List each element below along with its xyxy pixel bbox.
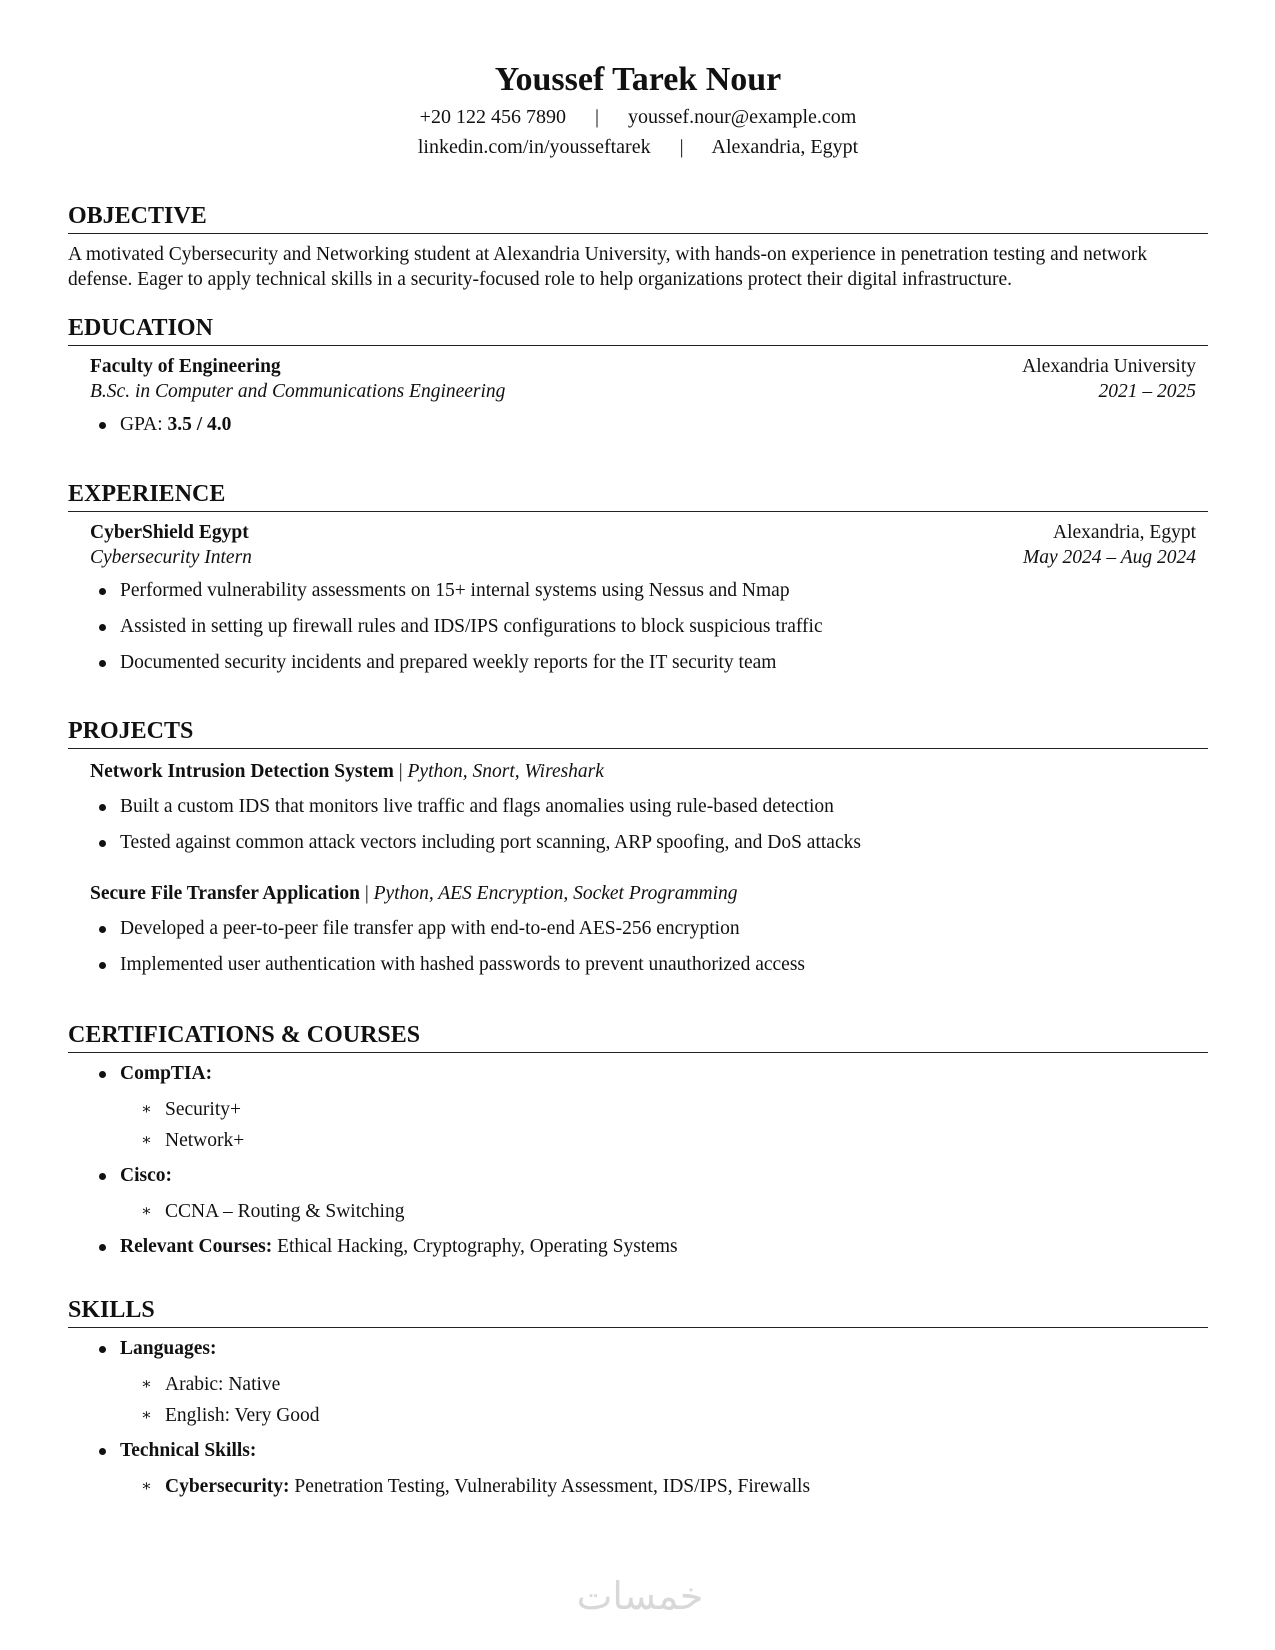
job-role: Cybersecurity Intern <box>90 547 252 568</box>
list-item: Performed vulnerability assessments on 15+ internal systems using Nessus and Nmap <box>68 578 1208 603</box>
certifications-list <box>68 1061 1208 1086</box>
section-title: PROJECTS <box>68 716 1208 749</box>
gpa-value: 3.5 / 4.0 <box>167 414 232 435</box>
linkedin-link[interactable]: linkedin.com/in/yousseftarek <box>417 136 651 158</box>
company-location: Alexandria, Egypt <box>1053 522 1196 543</box>
resume-header <box>68 0 1208 162</box>
skills-list <box>68 1336 1208 1361</box>
skills-list <box>68 1438 1208 1463</box>
sub-list-item: ∗ Network+ <box>68 1128 1208 1153</box>
project-header: Secure File Transfer Application | Python, AES Encryption, Socket Programming <box>90 883 738 904</box>
project-name: Network Intrusion Detection System <box>90 761 394 782</box>
company-name: CyberShield Egypt <box>90 522 249 543</box>
contact-line-2 <box>68 132 1208 162</box>
projects-section <box>68 716 1208 977</box>
list-item: Relevant Courses: Ethical Hacking, Cryptography, Operating Systems <box>68 1234 1208 1259</box>
sub-list-item: ∗ Security+ <box>68 1097 1208 1122</box>
candidate-name: Youssef Tarek Nour <box>494 61 782 98</box>
section-title: OBJECTIVE <box>68 201 1208 234</box>
email-link[interactable]: youssef.nour@example.com <box>627 106 857 128</box>
technical-sublist <box>68 1474 1208 1499</box>
list-item: Cisco: <box>68 1163 1208 1188</box>
certifications-list <box>68 1163 1208 1188</box>
experience-entry <box>90 520 1196 570</box>
contact-line-1 <box>68 102 1208 132</box>
list-item: CompTIA: <box>68 1061 1208 1086</box>
degree: B.Sc. in Computer and Communications Engineering <box>90 381 506 402</box>
sub-list-item: ∗ English: Very Good <box>68 1403 1208 1428</box>
objective-text: A motivated Cybersecurity and Networking student at Alexandria University, with hands-on experience in penetration testing and network defense. Eager to apply technical skills in a security-focused role to help organizations protect their digital infrastructure. <box>68 244 1148 290</box>
education-entry <box>90 354 1196 404</box>
school-name: Faculty of Engineering <box>90 356 281 377</box>
objective-section <box>68 201 1208 292</box>
experience-bullets <box>68 578 1208 675</box>
list-item: Built a custom IDS that monitors live traffic and flags anomalies using rule-based detection <box>68 794 1208 819</box>
list-item: Assisted in setting up firewall rules and IDS/IPS configurations to block suspicious traffic <box>68 614 1208 639</box>
project-bullets <box>68 794 1208 855</box>
list-item: Languages: <box>68 1336 1208 1361</box>
section-title: EXPERIENCE <box>68 479 1208 512</box>
certifications-section <box>68 1020 1208 1259</box>
project-tech: Python, Snort, Wireshark <box>407 761 604 782</box>
certifications-list <box>68 1234 1208 1259</box>
resume-page <box>68 0 1208 1497</box>
university-name: Alexandria University <box>1022 356 1196 377</box>
education-bullets <box>68 412 1208 437</box>
sub-list-item: ∗ Arabic: Native <box>68 1372 1208 1397</box>
project-name: Secure File Transfer Application <box>90 883 360 904</box>
list-item: Technical Skills: <box>68 1438 1208 1463</box>
location: Alexandria, Egypt <box>711 136 859 158</box>
section-title: EDUCATION <box>68 313 1208 346</box>
skills-section <box>68 1295 1208 1499</box>
sub-list-item: ∗ Cybersecurity: Penetration Testing, Vulnerability Assessment, IDS/IPS, Firewalls <box>68 1474 1208 1499</box>
list-item: GPA: 3.5 / 4.0 <box>68 412 1208 437</box>
cisco-sublist <box>68 1199 1208 1224</box>
list-item: Documented security incidents and prepared weekly reports for the IT security team <box>68 650 1208 675</box>
job-dates: May 2024 – Aug 2024 <box>1023 547 1196 568</box>
sub-list-item: ∗ CCNA – Routing & Switching <box>68 1199 1208 1224</box>
project-header: Network Intrusion Detection System | Python, Snort, Wireshark <box>90 761 604 782</box>
languages-sublist <box>68 1372 1208 1428</box>
section-title: SKILLS <box>68 1295 1208 1328</box>
education-section <box>68 313 1208 437</box>
project-bullets <box>68 916 1208 977</box>
phone: +20 122 456 7890 <box>419 106 566 128</box>
list-item: Tested against common attack vectors including port scanning, ARP spoofing, and DoS attacks <box>68 830 1208 855</box>
section-title: CERTIFICATIONS & COURSES <box>68 1020 1208 1053</box>
watermark-logo: خمسات <box>576 1574 704 1618</box>
separator: | <box>594 106 599 128</box>
education-dates: 2021 – 2025 <box>1098 381 1196 402</box>
experience-section <box>68 479 1208 675</box>
list-item: Developed a peer-to-peer file transfer app with end-to-end AES-256 encryption <box>68 916 1208 941</box>
list-item: Implemented user authentication with hashed passwords to prevent unauthorized access <box>68 952 1208 977</box>
comptia-sublist <box>68 1097 1208 1153</box>
project-tech: Python, AES Encryption, Socket Programming <box>373 883 738 904</box>
separator: | <box>679 136 684 158</box>
